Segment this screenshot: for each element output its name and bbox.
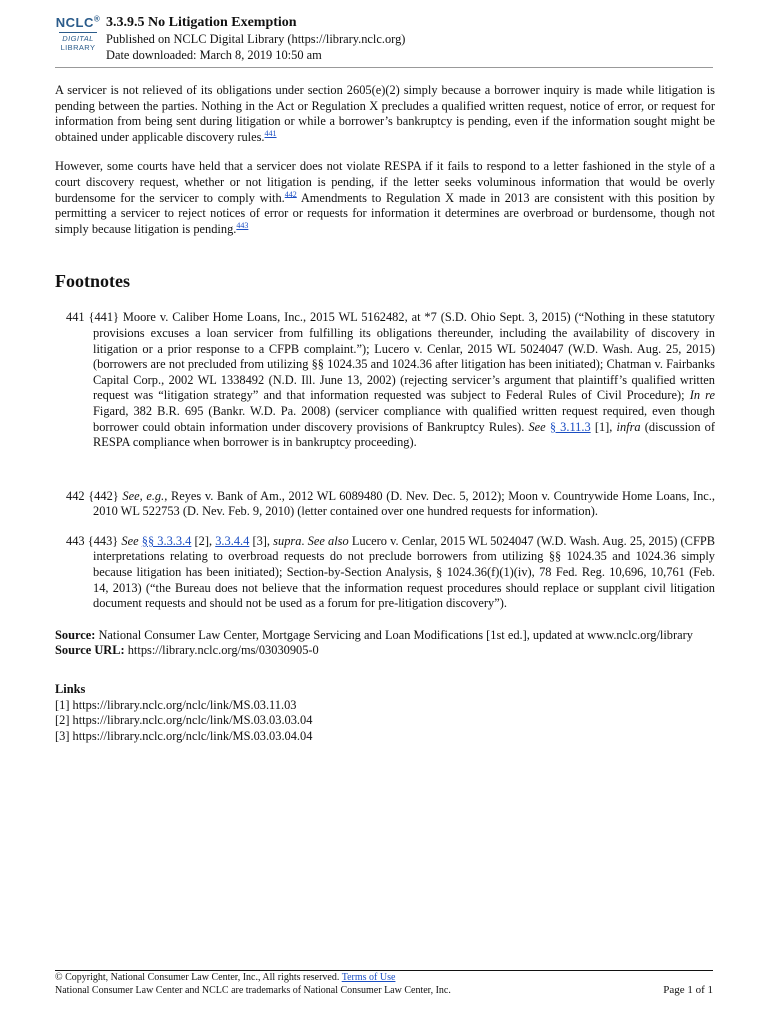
source-line: Source: National Consumer Law Center, Mortgage Servicing and Loan Modifications [1st ed.], updated at www.nclc.org/library <box>55 627 693 642</box>
source-url-line: Source URL: https://library.nclc.org/ms/03030905-0 <box>55 643 319 658</box>
footnote-443: 443 {443} See §§ 3.3.3.4 [2], 3.3.4.4 [3], supra. See also Lucero v. Cenlar, 2015 WL 5024047 (W.D. Wash. Aug. 25, 2015) (CFPB interpretations relating to overbroad requests do not preclude borrowers from utilizing §§ 1024.35 and 1024.36 simply because litigation has been initiated); Section-by-Section Analysis, § 1024.36(f)(1)(iv), 78 Fed. Reg. 10,696, 10,761 (Feb. 14, 2013) (“the Bureau does not believe that the information request procedures should replace or supplant civil litigation document requests and should not be used as a forum for pre-litigation discovery”). <box>66 533 715 611</box>
page-title: 3.3.9.5 No Litigation Exemption <box>106 15 297 30</box>
footnote-441: 441 {441} Moore v. Caliber Home Loans, Inc., 2015 WL 5162482, at *7 (S.D. Ohio Sept. 3, 2015) (“Nothing in these statutory provisions excuses a loan servicer from fulfilling its obligations thereunder, including the availability of discovery in litigation or a prior response to a CFPB complaint.”); Lucero v. Cenlar, 2015 WL 5024047 (W.D. Wash. Aug. 25, 2015) (borrowers are not precluded from utilizing §§ 1024.35 and 1024.36 after litigation has been initiated); Chatman v. Fairbanks Capital Corp., 2002 WL 1338492 (N.D. Ill. June 13, 2002) (rejecting servicer’s argument that plaintiff’s qualified written request was “litigation strategy” and that information requested was subject to Federal Rules of Civil Procedure); In re Figard, 382 B.R. 695 (Bankr. W.D. Pa. 2008) (servicer compliance with qualified written request required, even though borrower could obtain information under discovery provisions of Bankruptcy Rules). See § 3.11.3 [1], infra (discussion of RESPA compliance when borrower is in bankruptcy proceeding). <box>66 310 716 450</box>
paragraph-2: However, some courts have held that a servicer does not violate RESPA if it fails to respond to a letter fashioned in the style of a court discovery request, whether or not litigation is pending, if the letter seeks voluminous information that would be overly burdensome for the servicer to comply with.$^{442}$ Amendments to Regulation X made in 2013 are consistent with this position by permitting a servicer to reject notices of error or requests for information it determines are overbroad or burdensome, though not simply because litigation is pending.$^{443}$ <box>55 159 715 236</box>
nclc-logo <box>55 16 101 52</box>
footnotes-heading: Footnotes <box>55 271 130 292</box>
footnote-442: 442 {442} See, e.g., Reyes v. Bank of Am., 2012 WL 6089480 (D. Nev. Dec. 5, 2012); Moon v. Countrywide Home Loans, Inc., 2010 WL 522753 (D. Nev. Feb. 9, 2010) (letter contained over one hundred requests for information). <box>66 488 716 519</box>
links-heading: Links <box>55 682 86 697</box>
link-section-3-11-3[interactable]: § 3.11.3 <box>549 419 591 434</box>
paragraph-1: A servicer is not relieved of its obligations under section 2605(e)(2) simply because a borrower inquiry is made while litigation is pending between the parties. Nothing in the Act or Regulation X precludes a qualified written request, notice of error, or request for information from being sent during litigation or while a borrower’s bankruptcy is pending, even if the information sought might be obtained under applicable discovery rules.$^{441}$ <box>55 83 715 144</box>
source-block <box>55 628 715 659</box>
document-body <box>55 83 715 744</box>
header-divider <box>55 67 713 68</box>
link-item-2: [2] https://library.nclc.org/nclc/link/MS.03.03.03.04 <box>55 713 313 728</box>
terms-of-use-link[interactable]: Terms of Use <box>341 972 396 983</box>
link-item-3: [3] https://library.nclc.org/nclc/link/MS.03.03.04.04 <box>55 728 313 743</box>
footnote-ref-442[interactable]: 442 <box>284 189 297 199</box>
logo-line-library: LIBRARY <box>60 43 96 52</box>
downloaded-line: Date downloaded: March 8, 2019 10:50 am <box>106 47 322 62</box>
page-header <box>55 14 715 64</box>
links-block <box>55 682 715 744</box>
footnote-ref-443[interactable]: 443 <box>236 220 249 230</box>
copyright-text: © Copyright, National Consumer Law Center, Inc., All rights reserved. <box>55 972 340 983</box>
logo-brand: NCLC <box>55 15 94 30</box>
footer-divider <box>55 970 713 971</box>
logo-line-digital: DIGITAL <box>62 34 94 43</box>
page-footer <box>55 972 713 997</box>
link-item-1: [1] https://library.nclc.org/nclc/link/MS.03.11.03 <box>55 697 297 712</box>
link-section-3-3-3-4[interactable]: §§ 3.3.3.4 <box>141 533 192 548</box>
published-line: Published on NCLC Digital Library (https://library.nclc.org) <box>106 32 406 46</box>
footnote-ref-441[interactable]: 441 <box>264 128 277 138</box>
page-number: Page 1 of 1 <box>663 984 713 996</box>
link-section-3-3-4-4[interactable]: 3.3.4.4 <box>215 533 250 548</box>
logo-registered-mark: ® <box>93 14 101 24</box>
trademark-text: National Consumer Law Center and NCLC are trademarks of National Consumer Law Center, Inc. <box>55 984 451 996</box>
